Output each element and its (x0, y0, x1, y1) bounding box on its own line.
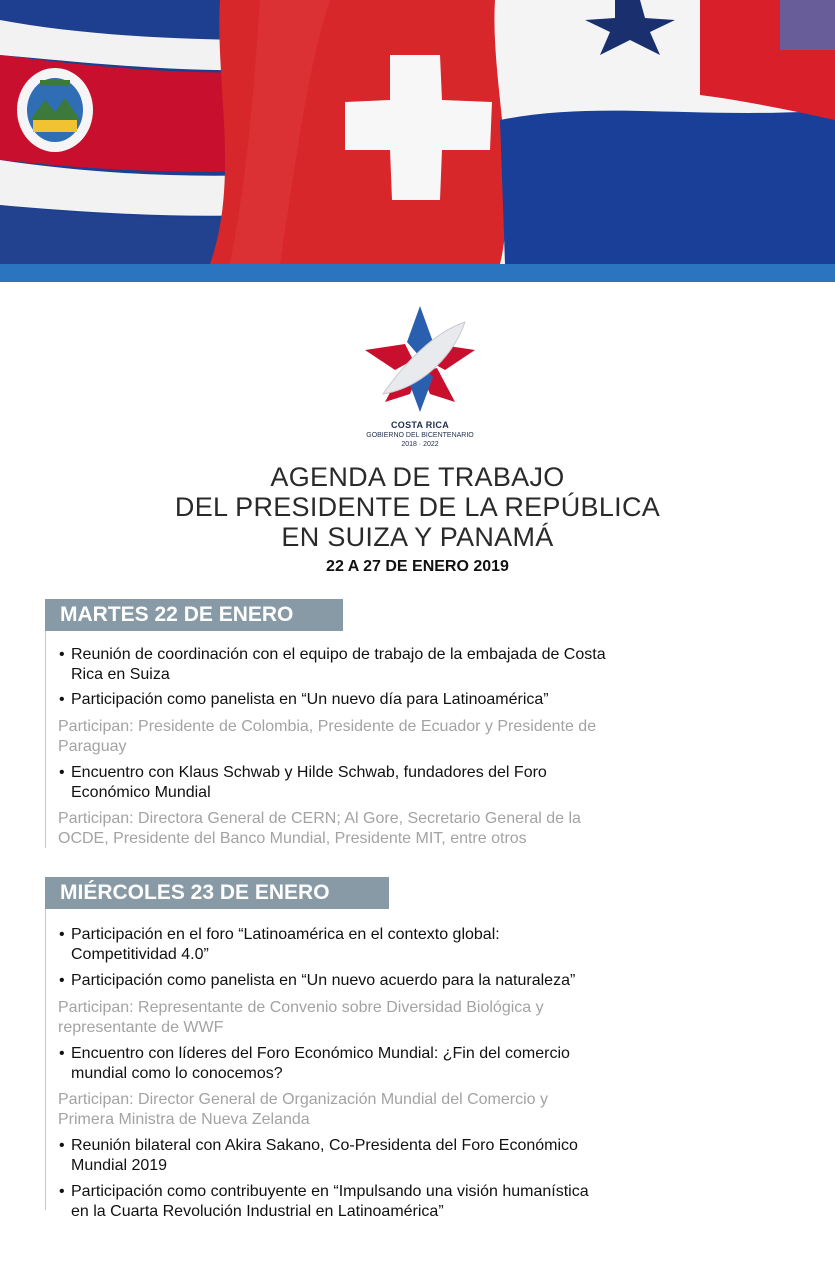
bullet: • (59, 1183, 65, 1200)
item-line: en la Cuarta Revolución Industrial en Latinoamérica” (71, 1203, 444, 1220)
page-title (0, 462, 835, 552)
participants-note (58, 809, 708, 849)
agenda-item (59, 763, 709, 803)
section-line (45, 630, 46, 848)
logo-government: GOBIERNO DEL BICENTENARIO (366, 432, 474, 439)
coat-of-arms-icon (17, 68, 93, 152)
item-line: Participación como panelista en “Un nuevo día para Latinoamérica” (71, 691, 549, 708)
note-line: OCDE, Presidente del Banco Mundial, Presidente MIT, entre otros (58, 830, 527, 847)
section-header-wednesday: MIÉRCOLES 23 DE ENERO (45, 877, 389, 909)
note-line: Participan: Representante de Convenio sobre Diversidad Biológica y (58, 999, 544, 1016)
section-line (45, 908, 46, 1210)
item-line: Reunión bilateral con Akira Sakano, Co-Presidenta del Foro Económico (71, 1137, 578, 1154)
note-line: Participan: Directora General de CERN; Al Gore, Secretario General de la (58, 810, 581, 827)
star-logo-icon (355, 302, 485, 417)
logo-years: 2018 · 2022 (401, 441, 439, 448)
bullet: • (59, 1137, 65, 1154)
participants-note (58, 1090, 708, 1130)
title-line-1: AGENDA DE TRABAJO (270, 462, 565, 492)
bullet: • (59, 1045, 65, 1062)
agenda-item (59, 645, 709, 685)
item-line: Participación como panelista en “Un nuevo acuerdo para la naturaleza” (71, 972, 576, 989)
item-line: Encuentro con Klaus Schwab y Hilde Schwab, fundadores del Foro (71, 764, 547, 781)
government-logo (355, 302, 485, 452)
bullet: • (59, 646, 65, 663)
logo-country: COSTA RICA (391, 420, 449, 430)
title-line-3: EN SUIZA Y PANAMÁ (281, 522, 554, 552)
item-line: Rica en Suiza (71, 666, 170, 683)
participants-note (58, 717, 708, 757)
agenda-item (59, 925, 709, 965)
participants-note (58, 998, 708, 1038)
item-line: mundial como lo conocemos? (71, 1065, 283, 1082)
agenda-item (59, 1136, 709, 1176)
agenda-item (59, 690, 709, 710)
bullet: • (59, 764, 65, 781)
flags-banner (0, 0, 835, 264)
note-line: Participan: Director General de Organización Mundial del Comercio y (58, 1091, 548, 1108)
agenda-item (59, 1182, 709, 1222)
title-line-2: DEL PRESIDENTE DE LA REPÚBLICA (174, 492, 661, 522)
bullet: • (59, 926, 65, 943)
banner-divider (0, 264, 835, 282)
note-line: representante de WWF (58, 1019, 224, 1036)
bullet: • (59, 691, 65, 708)
item-line: Mundial 2019 (71, 1157, 168, 1174)
item-line: Económico Mundial (71, 784, 211, 801)
note-line: Primera Ministra de Nueva Zelanda (58, 1111, 310, 1128)
section-header-tuesday: MARTES 22 DE ENERO (45, 599, 343, 631)
panama-flag-icon (494, 0, 835, 264)
note-line: Participan: Presidente de Colombia, Presidente de Ecuador y Presidente de (58, 718, 597, 735)
item-line: Participación en el foro “Latinoamérica en el contexto global: (71, 926, 500, 943)
agenda-item (59, 1044, 709, 1084)
note-line: Paraguay (58, 738, 127, 755)
date-range: 22 A 27 DE ENERO 2019 (326, 558, 509, 575)
item-line: Competitividad 4.0” (71, 946, 209, 963)
item-line: Reunión de coordinación con el equipo de trabajo de la embajada de Costa (71, 646, 606, 663)
switzerland-flag-icon (210, 0, 520, 264)
item-line: Participación como contribuyente en “Impulsando una visión humanística (71, 1183, 589, 1200)
item-line: Encuentro con líderes del Foro Económico Mundial: ¿Fin del comercio (71, 1045, 570, 1062)
agenda-item (59, 971, 709, 991)
bullet: • (59, 972, 65, 989)
